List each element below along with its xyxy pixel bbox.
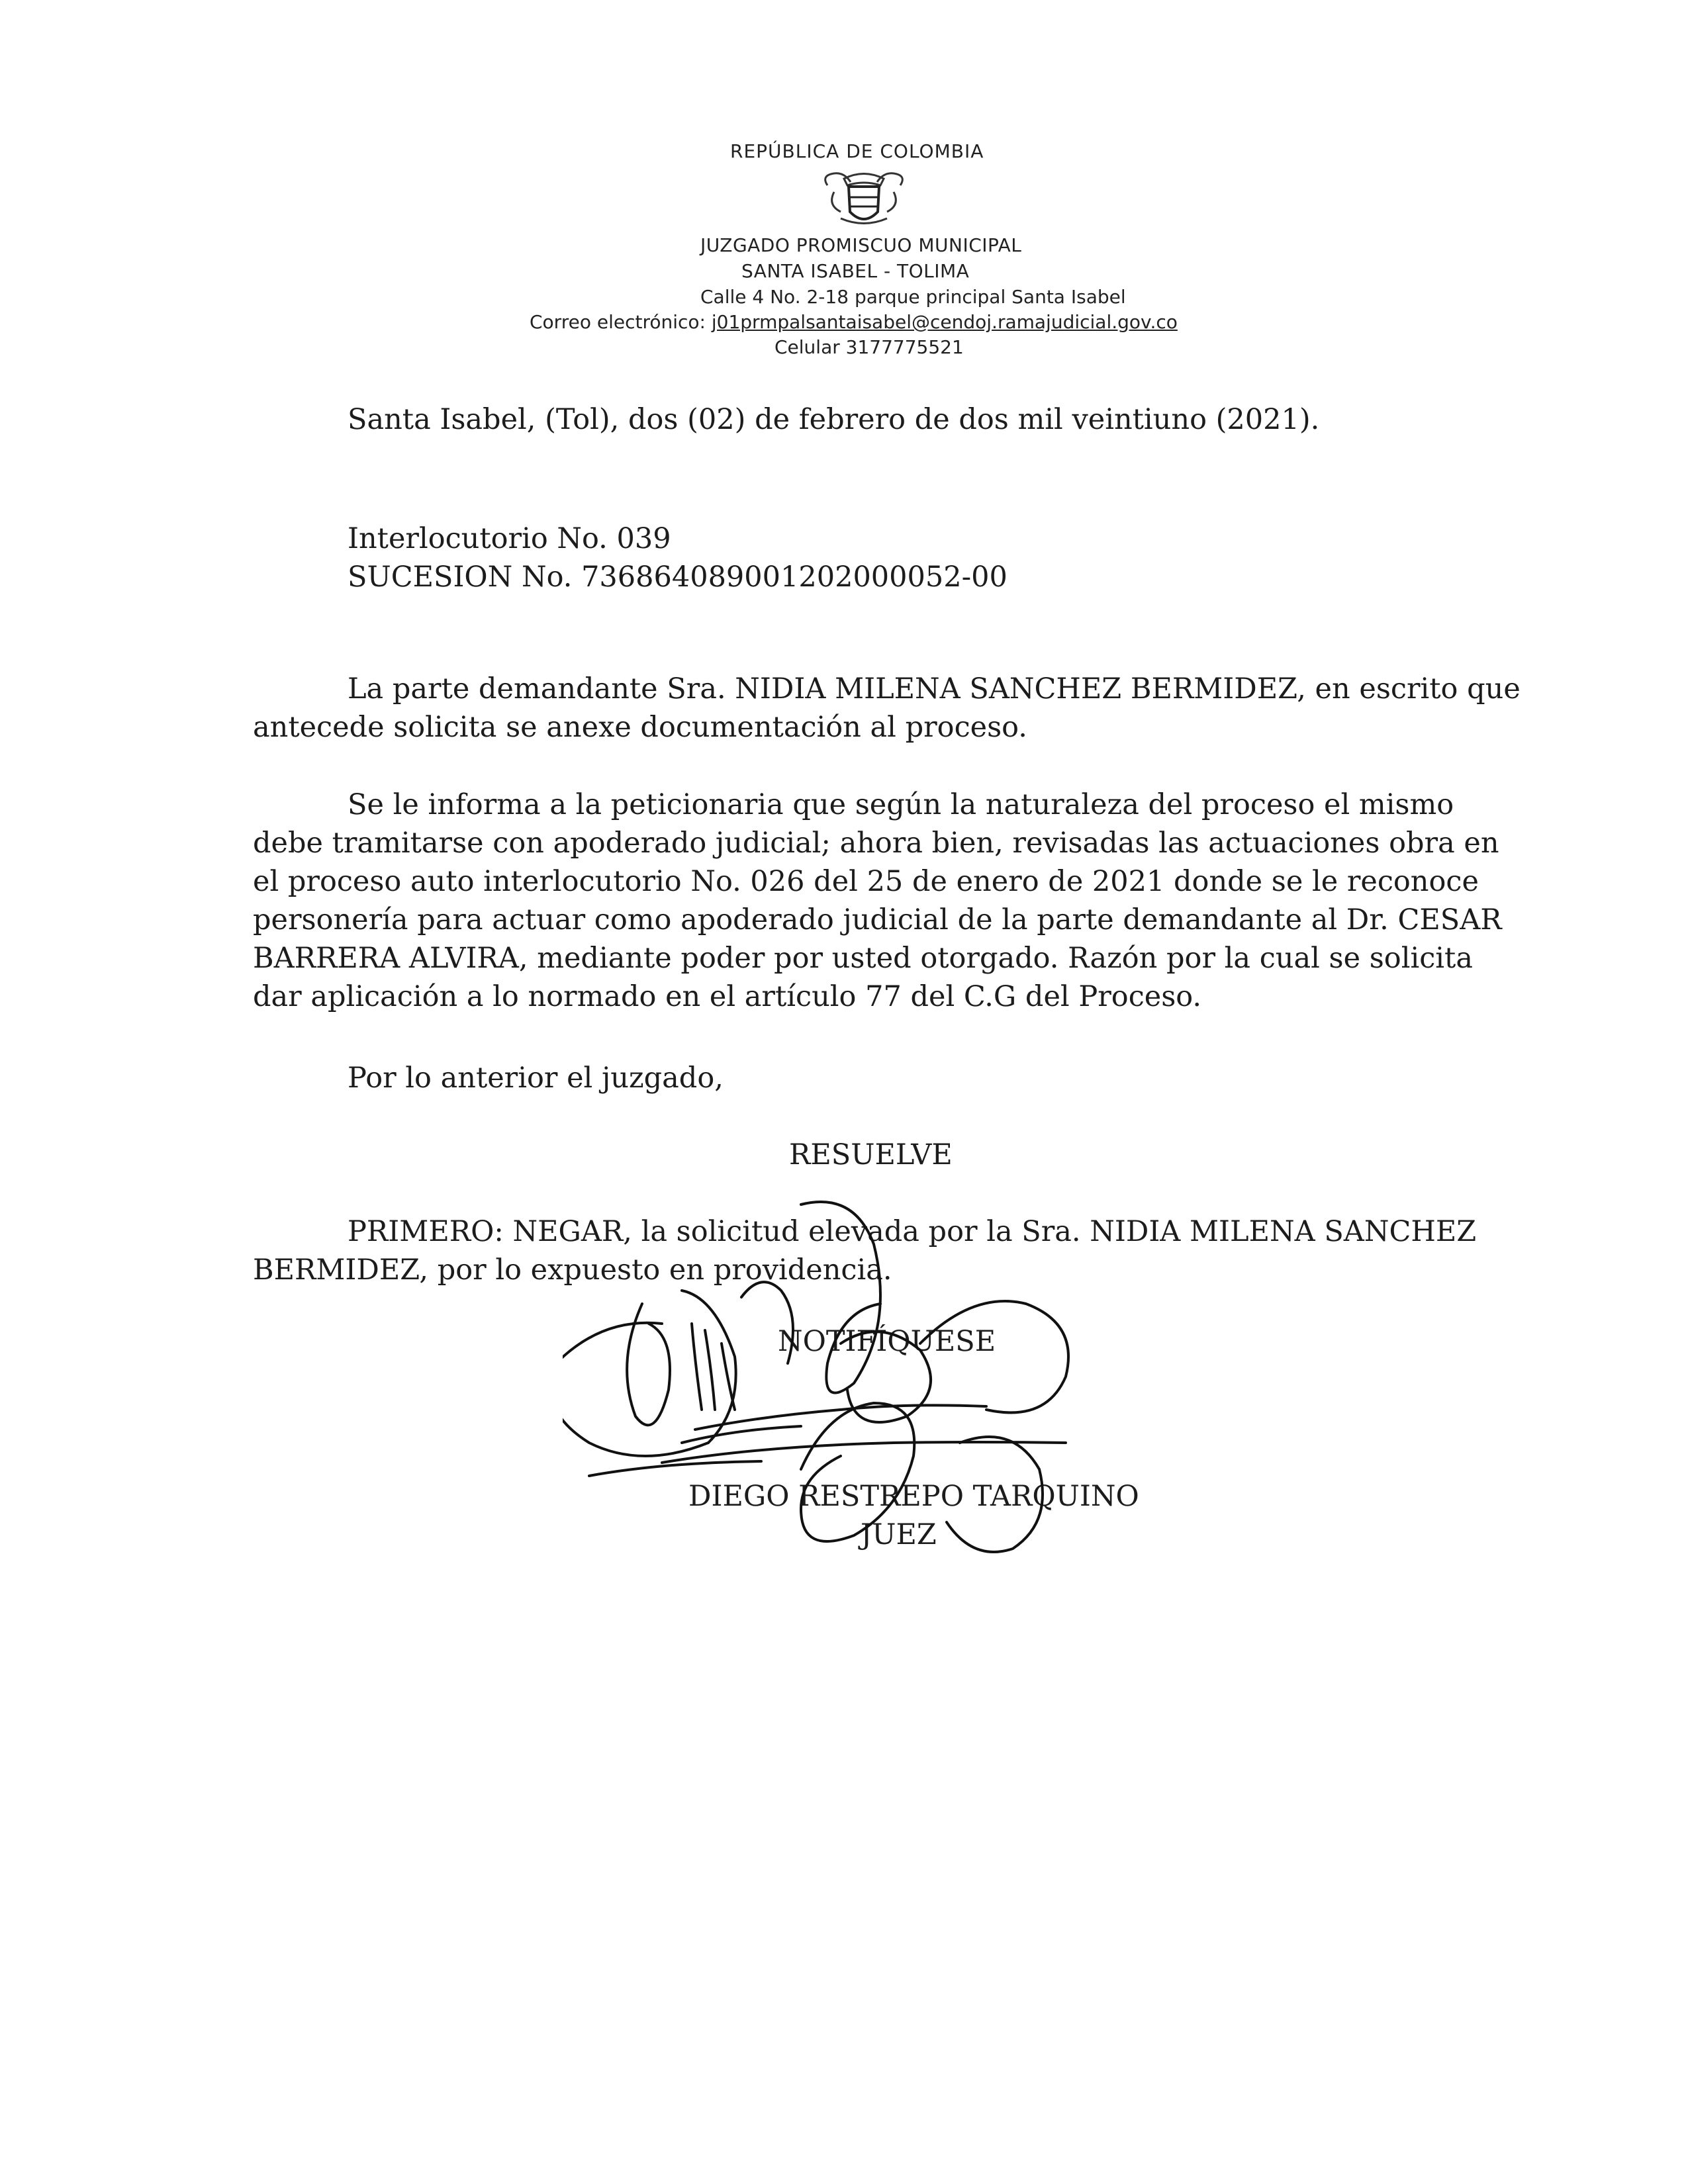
republic-heading: REPÚBLICA DE COLOMBIA: [730, 140, 984, 162]
court-phone: Celular 3177775521: [774, 336, 964, 358]
paragraph-line: antecede solicita se anexe documentación al proceso.: [253, 711, 1027, 744]
paragraph-information: [253, 786, 1502, 1016]
paragraph-primero: [253, 1212, 1477, 1289]
court-city: SANTA ISABEL - TOLIMA: [741, 260, 970, 282]
paragraph-line: BERMIDEZ, por lo expuesto en providencia.: [253, 1253, 892, 1287]
paragraph-line: personería para actuar como apoderado judicial de la parte demandante al Dr. CESAR: [253, 903, 1502, 936]
paragraph-line: BARRERA ALVIRA, mediante poder por usted otorgado. Razón por la cual se solicita: [253, 942, 1473, 975]
email-label: Correo electrónico:: [530, 311, 712, 333]
sucesion-number: SUCESION No. 73686408900120200​0052-00: [348, 561, 1008, 594]
colombia-coat-of-arms-icon: [814, 165, 914, 232]
court-address: Calle 4 No. 2-18 parque principal Santa Isabel: [700, 286, 1126, 308]
paragraph-line: PRIMERO: NEGAR, la solicitud elevada por la Sra. NIDIA MILENA SANCHEZ: [348, 1215, 1477, 1248]
interlocutorio-number: Interlocutorio No. 039: [348, 522, 671, 555]
paragraph-line: debe tramitarse con apoderado judicial; ahora bien, revisadas las actuaciones obra en: [253, 827, 1499, 860]
notifiquese: NOTIFÍQUESE: [778, 1325, 996, 1358]
paragraph-request: [253, 670, 1521, 747]
paragraph-line: Se le informa a la peticionaria que según la naturaleza del proceso el mismo: [348, 788, 1454, 821]
resuelve-heading: RESUELVE: [789, 1138, 953, 1171]
email-link[interactable]: j01prmpalsantaisabel@cendoj.ramajudicial.gov.co: [711, 311, 1178, 333]
paragraph-line: el proceso auto interlocutorio No. 026 del 25 de enero de 2021 donde se le reconoce: [253, 865, 1479, 898]
date-line: Santa Isabel, (Tol), dos (02) de febrero de dos mil veintiuno (2021).: [348, 403, 1320, 436]
court-name: JUZGADO PROMISCUO MUNICIPAL: [700, 234, 1022, 256]
paragraph-line: dar aplicación a lo normado en el artículo 77 del C.G del Proceso.: [253, 980, 1202, 1013]
paragraph-line: La parte demandante Sra. NIDIA MILENA SANCHEZ BERMIDEZ, en escrito que: [348, 672, 1521, 705]
paragraph-therefore: Por lo anterior el juzgado,: [348, 1062, 724, 1095]
judge-role: JUEZ: [861, 1518, 937, 1551]
email-row: [530, 311, 1178, 333]
judge-name: DIEGO RESTREPO TARQUINO: [688, 1480, 1139, 1513]
